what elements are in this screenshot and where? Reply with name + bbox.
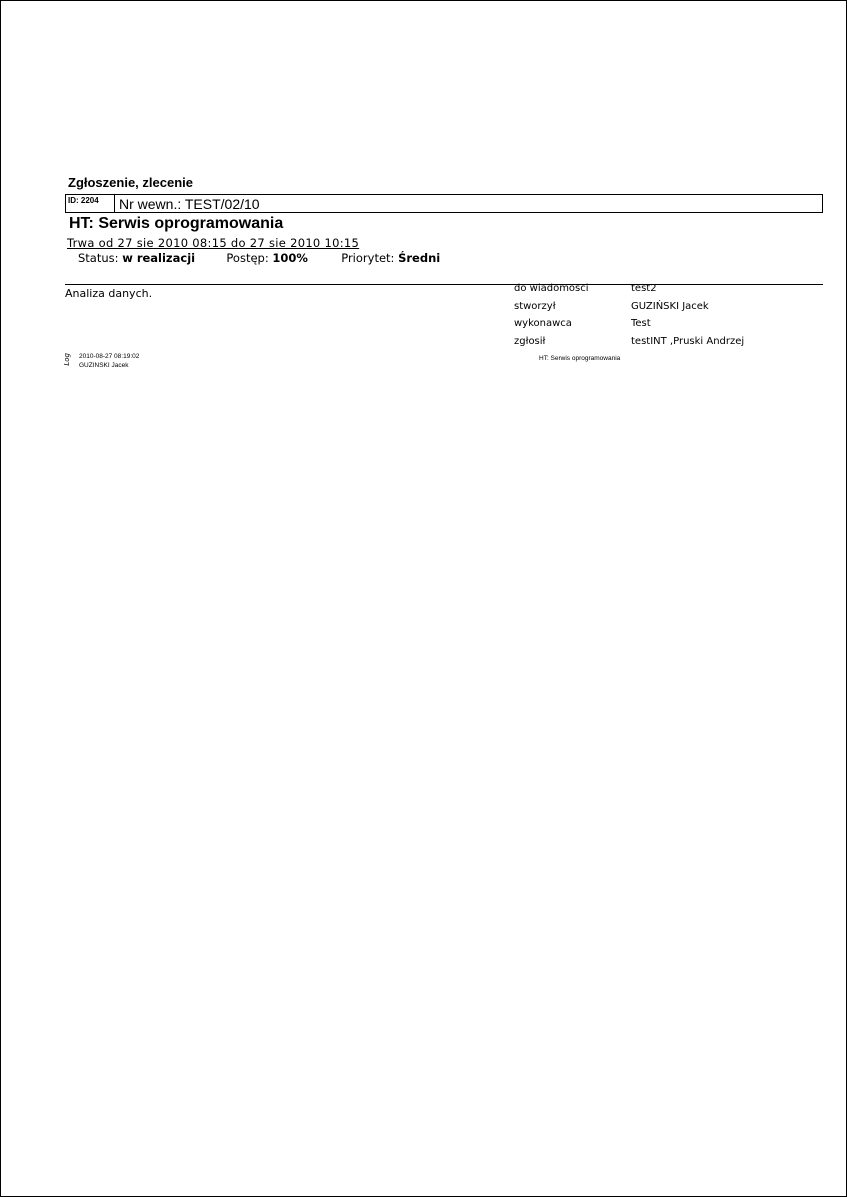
- task-duration: Trwa od 27 sie 2010 08:15 do 27 sie 2010 10:15: [67, 236, 360, 250]
- info-value: GUZIŃSKI Jacek: [631, 300, 709, 312]
- info-value: Test: [631, 318, 651, 329]
- info-value: testINT ,Pruski Andrzej: [631, 335, 745, 347]
- status-line: [78, 251, 440, 265]
- priority-label: Priorytet:: [341, 251, 395, 265]
- log-column-label: Log: [63, 353, 71, 366]
- log-timestamp: 2010-08-27 08:19:02: [79, 353, 140, 360]
- info-label: zgłosił: [514, 335, 546, 347]
- info-label: wykonawca: [514, 318, 572, 329]
- document-heading: Zgłoszenie, zlecenie: [68, 175, 193, 190]
- section-divider: [65, 284, 823, 285]
- internal-number: Nr wewn.: TEST/02/10: [119, 196, 260, 212]
- status-value: w realizacji: [122, 251, 196, 265]
- log-task-ref: HT: Serwis oprogramowania: [539, 355, 621, 362]
- id-box: [65, 194, 823, 213]
- info-label: stworzył: [514, 300, 556, 312]
- task-id: ID: 2204: [66, 195, 115, 212]
- progress-label: Postęp:: [226, 251, 269, 265]
- priority-value: Średni: [398, 251, 441, 265]
- task-title: HT: Serwis oprogramowania: [69, 215, 284, 232]
- status-label: Status:: [78, 251, 119, 265]
- info-value: test2: [631, 283, 657, 294]
- task-description: Analiza danych.: [65, 287, 153, 300]
- log-entry: [79, 353, 139, 370]
- info-label: do wiadomosci: [514, 283, 589, 294]
- progress-value: 100%: [272, 251, 308, 265]
- log-author: GUZINSKI Jacek: [79, 361, 129, 369]
